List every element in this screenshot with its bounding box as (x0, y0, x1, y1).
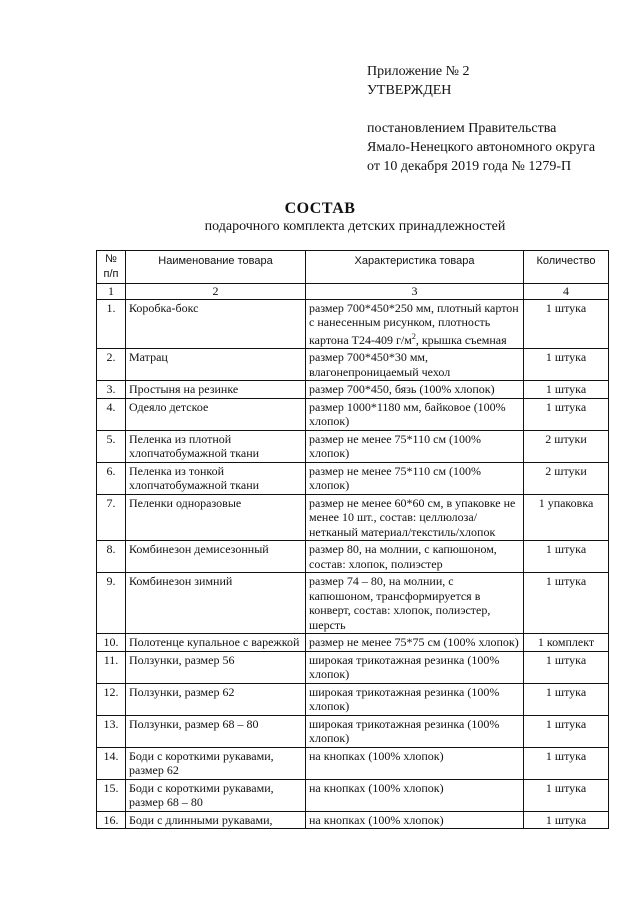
item-name: Пеленка из плотной хлопчатобумажной ткани (126, 430, 306, 462)
table-row (97, 651, 609, 683)
document-title: СОСТАВ (284, 200, 356, 217)
item-name: Ползунки, размер 62 (126, 683, 306, 715)
table-header-row (97, 251, 609, 284)
table-row (97, 462, 609, 494)
item-name: Полотенце купальное с варежкой (126, 634, 306, 652)
col-header-quantity: Количество (524, 251, 609, 284)
item-name: Ползунки, размер 56 (126, 651, 306, 683)
item-name: Одеяло детское (126, 398, 306, 430)
table-row (97, 634, 609, 652)
item-characteristic: на кнопках (100% хлопок) (306, 779, 524, 811)
row-number: 6. (97, 462, 126, 494)
item-name: Простыня на резинке (126, 381, 306, 399)
item-quantity: 2 штуки (524, 462, 609, 494)
appendix-label: Приложение № 2 (367, 64, 470, 79)
decree-line-3: от 10 декабря 2019 года № 1279-П (367, 159, 572, 174)
item-name: Матрац (126, 349, 306, 381)
item-characteristic: размер не менее 75*75 см (100% хлопок) (306, 634, 524, 652)
item-quantity: 1 штука (524, 573, 609, 634)
row-number: 11. (97, 651, 126, 683)
row-number: 1. (97, 299, 126, 349)
item-characteristic (306, 299, 524, 349)
column-index-row (97, 284, 609, 300)
item-characteristic: размер не менее 60*60 см, в упаковке не менее 10 шт., состав: целлюлоза/нетканый материал/текстиль/хлопок (306, 494, 524, 541)
table-row (97, 381, 609, 399)
item-quantity: 2 штуки (524, 430, 609, 462)
col-header-number-line2: п/п (103, 268, 119, 280)
item-quantity: 1 штука (524, 811, 609, 829)
item-quantity: 1 штука (524, 381, 609, 399)
approved-label: УТВЕРЖДЕН (367, 83, 452, 98)
column-index: 4 (524, 284, 609, 300)
item-characteristic: на кнопках (100% хлопок) (306, 747, 524, 779)
table-row (97, 573, 609, 634)
column-index: 2 (126, 284, 306, 300)
item-quantity: 1 штука (524, 683, 609, 715)
row-number: 4. (97, 398, 126, 430)
table-row (97, 747, 609, 779)
table-row (97, 299, 609, 349)
item-name: Боди с длинными рукавами, (126, 811, 306, 829)
item-quantity: 1 штука (524, 398, 609, 430)
table-row (97, 779, 609, 811)
row-number: 16. (97, 811, 126, 829)
table-row (97, 494, 609, 541)
row-number: 7. (97, 494, 126, 541)
item-characteristic-text: размер 700*450*250 мм, плотный картон с нанесенным рисунком, плотность картона Т24-409 г/м (309, 300, 519, 347)
item-name: Пеленки одноразовые (126, 494, 306, 541)
item-name: Комбинезон зимний (126, 573, 306, 634)
row-number: 8. (97, 541, 126, 573)
item-name: Боди с короткими рукавами, размер 68 – 80 (126, 779, 306, 811)
item-quantity: 1 штука (524, 747, 609, 779)
item-characteristic: размер 74 – 80, на молнии, с капюшоном, трансформируется в конверт, состав: хлопок, полиэстер, шерсть (306, 573, 524, 634)
table-row (97, 349, 609, 381)
row-number: 2. (97, 349, 126, 381)
item-characteristic: размер 1000*1180 мм, байковое (100% хлопок) (306, 398, 524, 430)
item-characteristic: размер не менее 75*110 см (100% хлопок) (306, 462, 524, 494)
item-quantity: 1 штука (524, 299, 609, 349)
column-index: 3 (306, 284, 524, 300)
row-number: 3. (97, 381, 126, 399)
table-row (97, 811, 609, 829)
table-row (97, 541, 609, 573)
item-quantity: 1 штука (524, 541, 609, 573)
item-name: Боди с короткими рукавами, размер 62 (126, 747, 306, 779)
col-header-number-line1: № (105, 253, 117, 265)
item-quantity: 1 штука (524, 715, 609, 747)
col-header-number (97, 251, 126, 284)
item-characteristic: размер 700*450*30 мм, влагонепроницаемый чехол (306, 349, 524, 381)
gift-set-table (96, 250, 609, 829)
approval-header (367, 62, 595, 176)
item-quantity: 1 штука (524, 349, 609, 381)
item-characteristic: размер 700*450, бязь (100% хлопок) (306, 381, 524, 399)
item-name: Пеленка из тонкой хлопчатобумажной ткани (126, 462, 306, 494)
item-quantity: 1 комплект (524, 634, 609, 652)
item-characteristic: широкая трикотажная резинка (100% хлопок) (306, 651, 524, 683)
row-number: 10. (97, 634, 126, 652)
table-row (97, 430, 609, 462)
col-header-characteristic: Характеристика товара (306, 251, 524, 284)
decree-line-2: Ямало-Ненецкого автономного округа (367, 140, 596, 155)
item-characteristic: размер не менее 75*110 см (100% хлопок) (306, 430, 524, 462)
item-quantity: 1 штука (524, 779, 609, 811)
column-index: 1 (97, 284, 126, 300)
item-name: Комбинезон демисезонный (126, 541, 306, 573)
item-characteristic: на кнопках (100% хлопок) (306, 811, 524, 829)
item-characteristic-text-end: , крышка съемная (415, 332, 507, 347)
table-row (97, 715, 609, 747)
item-characteristic: размер 80, на молнии, с капюшоном, состав: хлопок, полиэстер (306, 541, 524, 573)
row-number: 5. (97, 430, 126, 462)
item-characteristic-superscript: 2 (411, 331, 416, 341)
table-row (97, 398, 609, 430)
document-subtitle: подарочного комплекта детских принадлежностей (204, 219, 506, 234)
item-quantity: 1 упаковка (524, 494, 609, 541)
row-number: 14. (97, 747, 126, 779)
col-header-name: Наименование товара (126, 251, 306, 284)
item-name: Ползунки, размер 68 – 80 (126, 715, 306, 747)
row-number: 13. (97, 715, 126, 747)
item-characteristic: широкая трикотажная резинка (100% хлопок) (306, 683, 524, 715)
row-number: 12. (97, 683, 126, 715)
item-quantity: 1 штука (524, 651, 609, 683)
table-row (97, 683, 609, 715)
decree-line-1: постановлением Правительства (367, 121, 557, 136)
row-number: 9. (97, 573, 126, 634)
item-name: Коробка-бокс (126, 299, 306, 349)
item-characteristic: широкая трикотажная резинка (100% хлопок) (306, 715, 524, 747)
row-number: 15. (97, 779, 126, 811)
